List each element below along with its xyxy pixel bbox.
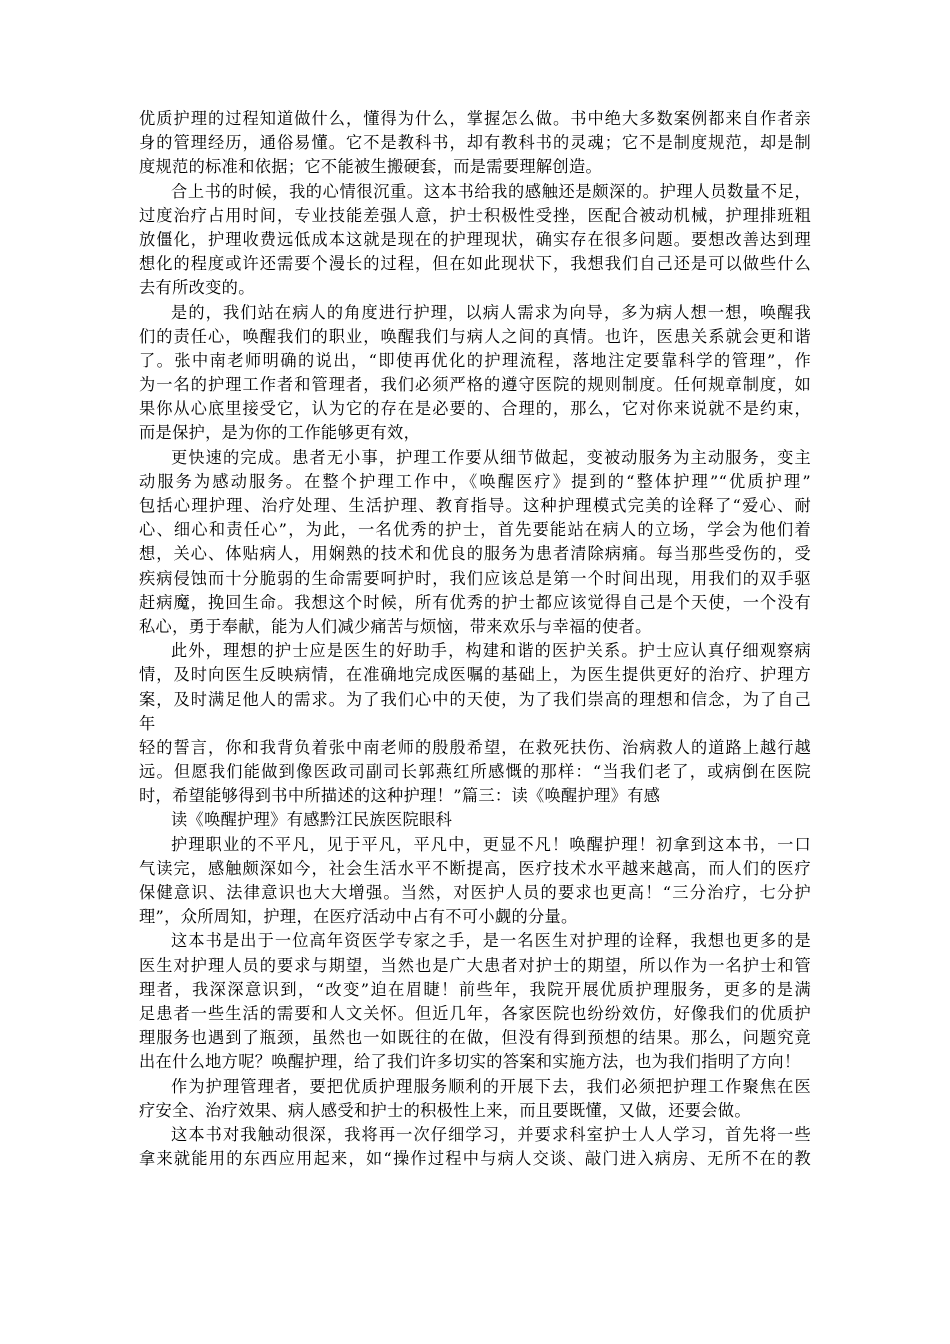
text-line: 私心，勇于奉献，能为人们减少痛苦与烦恼，带来欢乐与幸福的使者。	[139, 616, 652, 636]
text-line: 是的，我们站在病人的角度进行护理，以病人需求为向导，多为病人想一想，唤醒我	[171, 302, 811, 322]
text-line: 了。张中南老师明确的说出，“即使再优化的护理流程，落地注定要靠科学的管理”，作	[139, 350, 811, 370]
text-line: 更快速的完成。患者无小事，护理工作要从细节做起，变被动服务为主动服务，变主	[171, 447, 811, 467]
text-line: 度规范的标准和依据；它不能被生搬硬套，而是需要理解创造。	[139, 157, 603, 177]
text-line: 疾病侵蚀而十分脆弱的生命需要呵护时，我们应该总是第一个时间出现，用我们的双手驱	[139, 568, 811, 588]
text-line: 拿来就能用的东西应用起来，如“操作过程中与病人交谈、敲门进入病房、无所不在的教	[139, 1149, 811, 1169]
text-line: 去有所改变的。	[139, 278, 255, 298]
text-line: 放僵化，护理收费远低成本这就是现在的护理现状，确实存在很多问题。要想改善达到理	[139, 229, 811, 249]
text-line: 出在什么地方呢？唤醒护理，给了我们许多切实的答案和实施方法，也为我们指明了方向！	[139, 1052, 801, 1072]
document-page	[139, 107, 811, 1171]
text-line: 读《唤醒护理》有感黔江民族医院眼科	[171, 810, 453, 830]
text-line: 优质护理的过程知道做什么，懂得为什么，掌握怎么做。书中绝大多数案例都来自作者亲	[139, 109, 811, 128]
text-line: 为一名的护理工作者和管理者，我们必须严格的遵守医院的规则制度。任何规章制度，如	[139, 375, 811, 395]
text-line: 们的责任心，唤醒我们的职业，唤醒我们与病人之间的真情。也许，医患关系就会更和谐	[139, 326, 811, 346]
text-line: 情，及时向医生反映病情，在准确地完成医嘱的基础上，为医生提供更好的治疗、护理方	[139, 665, 811, 685]
text-line: 而是保护，是为你的工作能够更有效，	[139, 423, 421, 443]
text-line: 护理职业的不平凡，见于平凡，平凡中，更显不凡！唤醒护理！初拿到这本书，一口	[171, 834, 811, 854]
text-line: 动服务为感动服务。在整个护理工作中，《唤醒医疗》提到的“整体护理”“优质护理”	[139, 471, 811, 491]
text-line: 年	[139, 713, 156, 733]
text-line: 时，希望能够得到书中所描述的这种护理！”篇三：读《唤醒护理》有感	[139, 786, 661, 806]
text-line: 足患者一些生活的需要和人文关怀。但近几年，各家医院也纷纷效仿，好像我们的优质护	[139, 1003, 811, 1023]
text-line: 想化的程度或许还需要个漫长的过程，但在如此现状下，我想我们自己还是可以做些什么	[139, 254, 811, 274]
text-line: 这本书是出于一位高年资医学专家之手，是一名医生对护理的诠释，我想也更多的是	[171, 931, 811, 951]
text-line: 气读完，感触颇深如今，社会生活水平不断提高，医疗技术水平越来越高，而人们的医疗	[139, 858, 811, 878]
text-line: 果你从心底里接受它，认为它的存在是必要的、合理的，那么，它对你来说就不是约束，	[139, 399, 811, 419]
text-line: 包括心理护理、治疗处理、生活护理、教育指导。这种护理模式完美的诠释了“爱心、耐	[139, 496, 811, 515]
text-line: 合上书的时候，我的心情很沉重。这本书给我的感触还是颇深的。护理人员数量不足，	[171, 181, 811, 201]
text-line: 这本书对我触动很深，我将再一次仔细学习，并要求科室护士人人学习，首先将一些	[171, 1124, 811, 1144]
text-line: 赶病魔，挽回生命。我想这个时候，所有优秀的护士都应该觉得自己是个天使，一个没有	[139, 592, 811, 612]
text-line: 轻的誓言，你和我背负着张中南老师的殷殷希望，在救死扶伤、治病救人的道路上越行越	[139, 737, 811, 757]
text-line: 理服务也遇到了瓶颈，虽然也一如既往的在做，但没有得到预想的结果。那么，问题究竟	[139, 1028, 811, 1048]
text-line: 理者，我深深意识到，“改变”迫在眉睫！前些年，我院开展优质护理服务，更多的是满	[139, 979, 811, 999]
text-line: 过度治疗占用时间，专业技能差强人意，护士积极性受挫，医配合被动机械，护理排班粗	[139, 205, 811, 225]
text-line: 医生对护理人员的要求与期望，当然也是广大患者对护士的期望，所以作为一名护士和管	[139, 955, 811, 975]
text-line: 案，及时满足他人的需求。为了我们心中的天使，为了我们崇高的理想和信念，为了自己	[139, 689, 811, 709]
text-line: 理”，众所周知，护理，在医疗活动中占有不可小觑的分量。	[139, 907, 578, 927]
text-line: 想，关心、体贴病人，用娴熟的技术和优良的服务为患者清除病痛。每当那些受伤的，受	[139, 544, 811, 564]
text-line: 保健意识、法律意识也大大增强。当然，对医护人员的要求也更高！“三分治疗，七分护	[139, 883, 811, 902]
text-line: 作为护理管理者，要把优质护理服务顺利的开展下去，我们必须把护理工作聚焦在医	[171, 1076, 811, 1096]
text-line: 疗安全、治疗效果、病人感受和护士的积极性上来，而且要既懂，又做，还要会做。	[139, 1100, 751, 1120]
text-line: 此外，理想的护士应是医生的好助手，构建和谐的医护关系。护士应认真仔细观察病	[171, 641, 811, 661]
text-line: 身的管理经历，通俗易懂。它不是教科书，却有教科书的灵魂；它不是制度规范，却是制	[139, 133, 811, 153]
text-line: 远。但愿我们能做到像医政司副司长郭燕红所感慨的那样：“当我们老了，或病倒在医院	[139, 762, 811, 782]
text-line: 心、细心和责任心”，为此，一名优秀的护士，首先要能站在病人的立场，学会为他们着	[139, 520, 811, 540]
